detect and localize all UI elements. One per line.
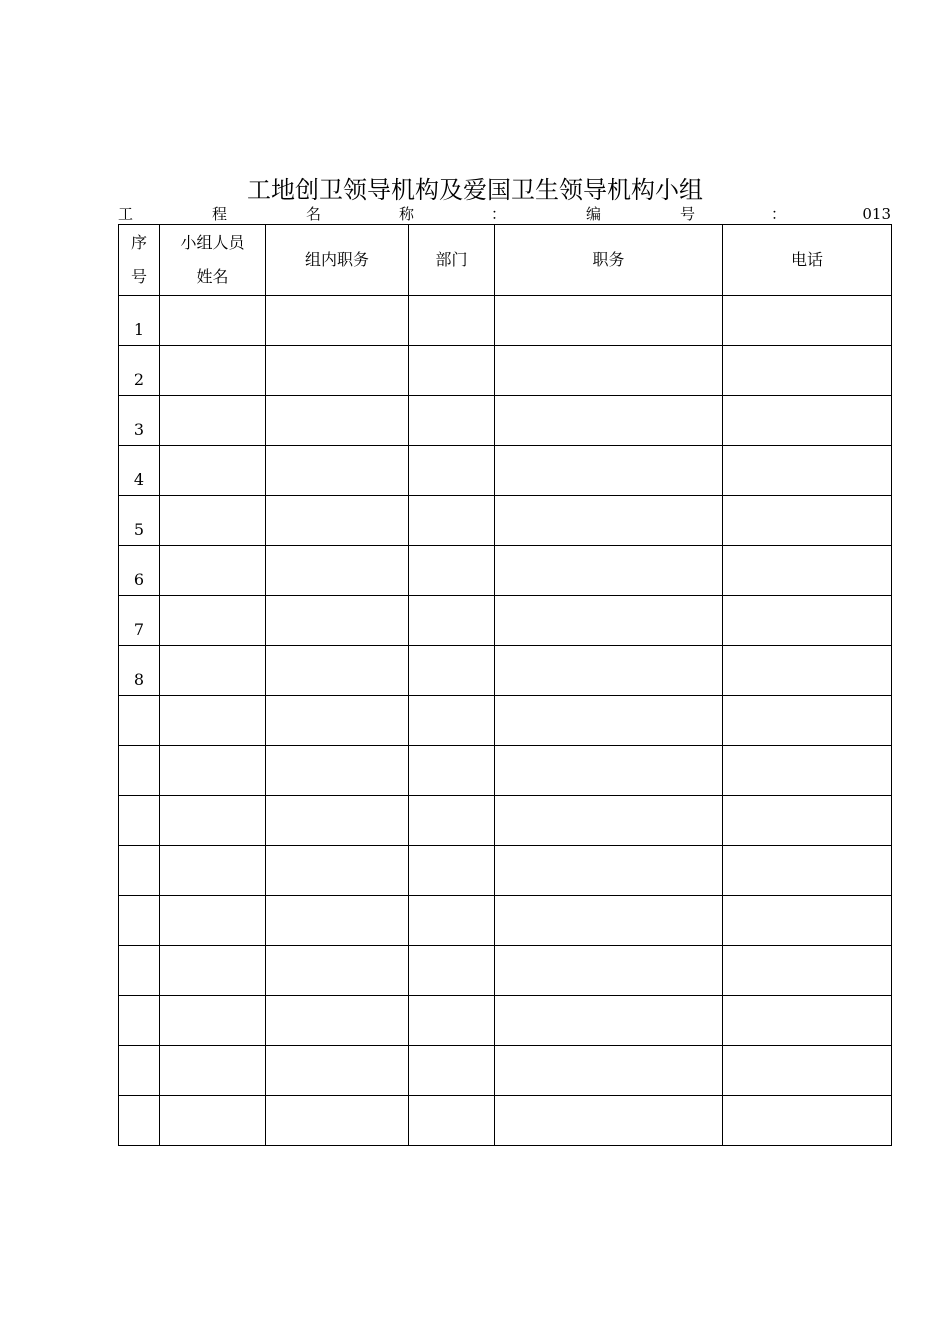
- position-cell[interactable]: [495, 1046, 723, 1096]
- table-row: [119, 446, 892, 496]
- phone-cell[interactable]: [723, 296, 892, 346]
- phone-cell[interactable]: [723, 396, 892, 446]
- department-cell[interactable]: [409, 846, 495, 896]
- phone-cell[interactable]: [723, 496, 892, 546]
- member-name-cell[interactable]: [160, 496, 266, 546]
- group-role-cell[interactable]: [266, 646, 409, 696]
- department-cell[interactable]: [409, 296, 495, 346]
- table-row: [119, 1096, 892, 1146]
- code-label-char: 编: [586, 205, 602, 223]
- seq-cell: 6: [119, 546, 160, 596]
- group-role-cell[interactable]: [266, 296, 409, 346]
- phone-cell[interactable]: [723, 946, 892, 996]
- department-cell[interactable]: [409, 696, 495, 746]
- phone-cell[interactable]: [723, 796, 892, 846]
- header-seq-line2: 号: [130, 267, 147, 286]
- seq-cell: [119, 796, 160, 846]
- phone-cell[interactable]: [723, 696, 892, 746]
- member-name-cell[interactable]: [160, 346, 266, 396]
- phone-cell[interactable]: [723, 646, 892, 696]
- member-name-cell[interactable]: [160, 546, 266, 596]
- project-label-char: 程: [212, 205, 228, 223]
- page-title: 工地创卫领导机构及爱国卫生领导机构小组: [247, 176, 703, 204]
- group-role-cell[interactable]: [266, 446, 409, 496]
- department-cell[interactable]: [409, 446, 495, 496]
- project-info-line: [118, 204, 891, 224]
- table-row: [119, 746, 892, 796]
- member-name-cell[interactable]: [160, 396, 266, 446]
- position-cell[interactable]: [495, 846, 723, 896]
- department-cell[interactable]: [409, 596, 495, 646]
- group-role-cell[interactable]: [266, 546, 409, 596]
- member-name-cell[interactable]: [160, 646, 266, 696]
- project-label-char: 工: [118, 205, 134, 223]
- header-group-role: 组内职务: [266, 225, 409, 296]
- phone-cell[interactable]: [723, 596, 892, 646]
- table-row: [119, 796, 892, 846]
- position-cell[interactable]: [495, 1096, 723, 1146]
- header-seq-line1: 序: [130, 233, 147, 252]
- department-cell[interactable]: [409, 1096, 495, 1146]
- member-name-cell[interactable]: [160, 296, 266, 346]
- header-member-name-line2: 姓名: [196, 267, 229, 286]
- header-department: 部门: [409, 225, 495, 296]
- member-name-cell[interactable]: [160, 696, 266, 746]
- position-cell[interactable]: [495, 596, 723, 646]
- header-member-name: [160, 225, 266, 296]
- table-row: [119, 896, 892, 946]
- seq-cell: 1: [119, 296, 160, 346]
- group-role-cell[interactable]: [266, 596, 409, 646]
- seq-cell: 5: [119, 496, 160, 546]
- document-code: 013: [862, 205, 891, 223]
- group-role-cell[interactable]: [266, 696, 409, 746]
- position-cell[interactable]: [495, 446, 723, 496]
- department-cell[interactable]: [409, 346, 495, 396]
- department-cell[interactable]: [409, 396, 495, 446]
- phone-cell[interactable]: [723, 446, 892, 496]
- position-cell[interactable]: [495, 996, 723, 1046]
- group-role-cell[interactable]: [266, 396, 409, 446]
- seq-cell: [119, 746, 160, 796]
- department-cell[interactable]: [409, 746, 495, 796]
- table-row: [119, 696, 892, 746]
- table-row: [119, 846, 892, 896]
- header-member-name-line1: 小组人员: [180, 233, 245, 252]
- department-cell[interactable]: [409, 996, 495, 1046]
- department-cell[interactable]: [409, 496, 495, 546]
- department-cell[interactable]: [409, 1046, 495, 1096]
- position-cell[interactable]: [495, 496, 723, 546]
- table-row: [119, 496, 892, 546]
- code-label-colon: ：: [771, 205, 787, 223]
- member-name-cell[interactable]: [160, 746, 266, 796]
- table-row: [119, 296, 892, 346]
- group-role-cell[interactable]: [266, 996, 409, 1046]
- group-role-cell[interactable]: [266, 496, 409, 546]
- phone-cell[interactable]: [723, 996, 892, 1046]
- department-cell[interactable]: [409, 796, 495, 846]
- member-name-cell[interactable]: [160, 1046, 266, 1096]
- position-cell[interactable]: [495, 546, 723, 596]
- seq-cell: [119, 1046, 160, 1096]
- phone-cell[interactable]: [723, 1046, 892, 1096]
- department-cell[interactable]: [409, 896, 495, 946]
- table-row: [119, 1046, 892, 1096]
- seq-cell: 8: [119, 646, 160, 696]
- phone-cell[interactable]: [723, 1096, 892, 1146]
- phone-cell[interactable]: [723, 346, 892, 396]
- member-name-cell[interactable]: [160, 1096, 266, 1146]
- table-row: [119, 546, 892, 596]
- department-cell[interactable]: [409, 646, 495, 696]
- seq-cell: [119, 696, 160, 746]
- position-cell[interactable]: [495, 896, 723, 946]
- seq-cell: 2: [119, 346, 160, 396]
- position-cell[interactable]: [495, 296, 723, 346]
- member-name-cell[interactable]: [160, 946, 266, 996]
- position-cell[interactable]: [495, 696, 723, 746]
- seq-cell: 4: [119, 446, 160, 496]
- seq-cell: 3: [119, 396, 160, 446]
- seq-cell: [119, 896, 160, 946]
- member-name-cell[interactable]: [160, 796, 266, 846]
- group-role-cell[interactable]: [266, 796, 409, 846]
- member-name-cell[interactable]: [160, 446, 266, 496]
- member-name-cell[interactable]: [160, 896, 266, 946]
- department-cell[interactable]: [409, 946, 495, 996]
- phone-cell[interactable]: [723, 896, 892, 946]
- department-cell[interactable]: [409, 546, 495, 596]
- table-row: [119, 346, 892, 396]
- position-cell[interactable]: [495, 646, 723, 696]
- member-name-cell[interactable]: [160, 846, 266, 896]
- project-label-char: 名: [306, 205, 322, 223]
- member-name-cell[interactable]: [160, 996, 266, 1046]
- project-label-colon: ：: [491, 205, 507, 223]
- seq-cell: [119, 996, 160, 1046]
- position-cell[interactable]: [495, 346, 723, 396]
- group-role-cell[interactable]: [266, 1046, 409, 1096]
- header-phone: 电话: [723, 225, 892, 296]
- table-row: [119, 396, 892, 446]
- group-role-cell[interactable]: [266, 946, 409, 996]
- header-seq: [119, 225, 160, 296]
- position-cell[interactable]: [495, 396, 723, 446]
- phone-cell[interactable]: [723, 846, 892, 896]
- seq-cell: [119, 846, 160, 896]
- table-row: [119, 946, 892, 996]
- position-cell[interactable]: [495, 746, 723, 796]
- position-cell[interactable]: [495, 946, 723, 996]
- table-row: [119, 596, 892, 646]
- group-role-cell[interactable]: [266, 346, 409, 396]
- group-role-cell[interactable]: [266, 746, 409, 796]
- table-header-row: [119, 225, 892, 296]
- code-label-char: 号: [680, 205, 696, 223]
- project-label-char: 称: [399, 205, 415, 223]
- group-role-cell[interactable]: [266, 896, 409, 946]
- organization-table: [118, 224, 892, 1146]
- group-role-cell[interactable]: [266, 1096, 409, 1146]
- seq-cell: [119, 1096, 160, 1146]
- table-row: [119, 996, 892, 1046]
- header-position: 职务: [495, 225, 723, 296]
- table-row: [119, 646, 892, 696]
- phone-cell[interactable]: [723, 546, 892, 596]
- group-role-cell[interactable]: [266, 846, 409, 896]
- seq-cell: [119, 946, 160, 996]
- member-name-cell[interactable]: [160, 596, 266, 646]
- seq-cell: 7: [119, 596, 160, 646]
- phone-cell[interactable]: [723, 746, 892, 796]
- position-cell[interactable]: [495, 796, 723, 846]
